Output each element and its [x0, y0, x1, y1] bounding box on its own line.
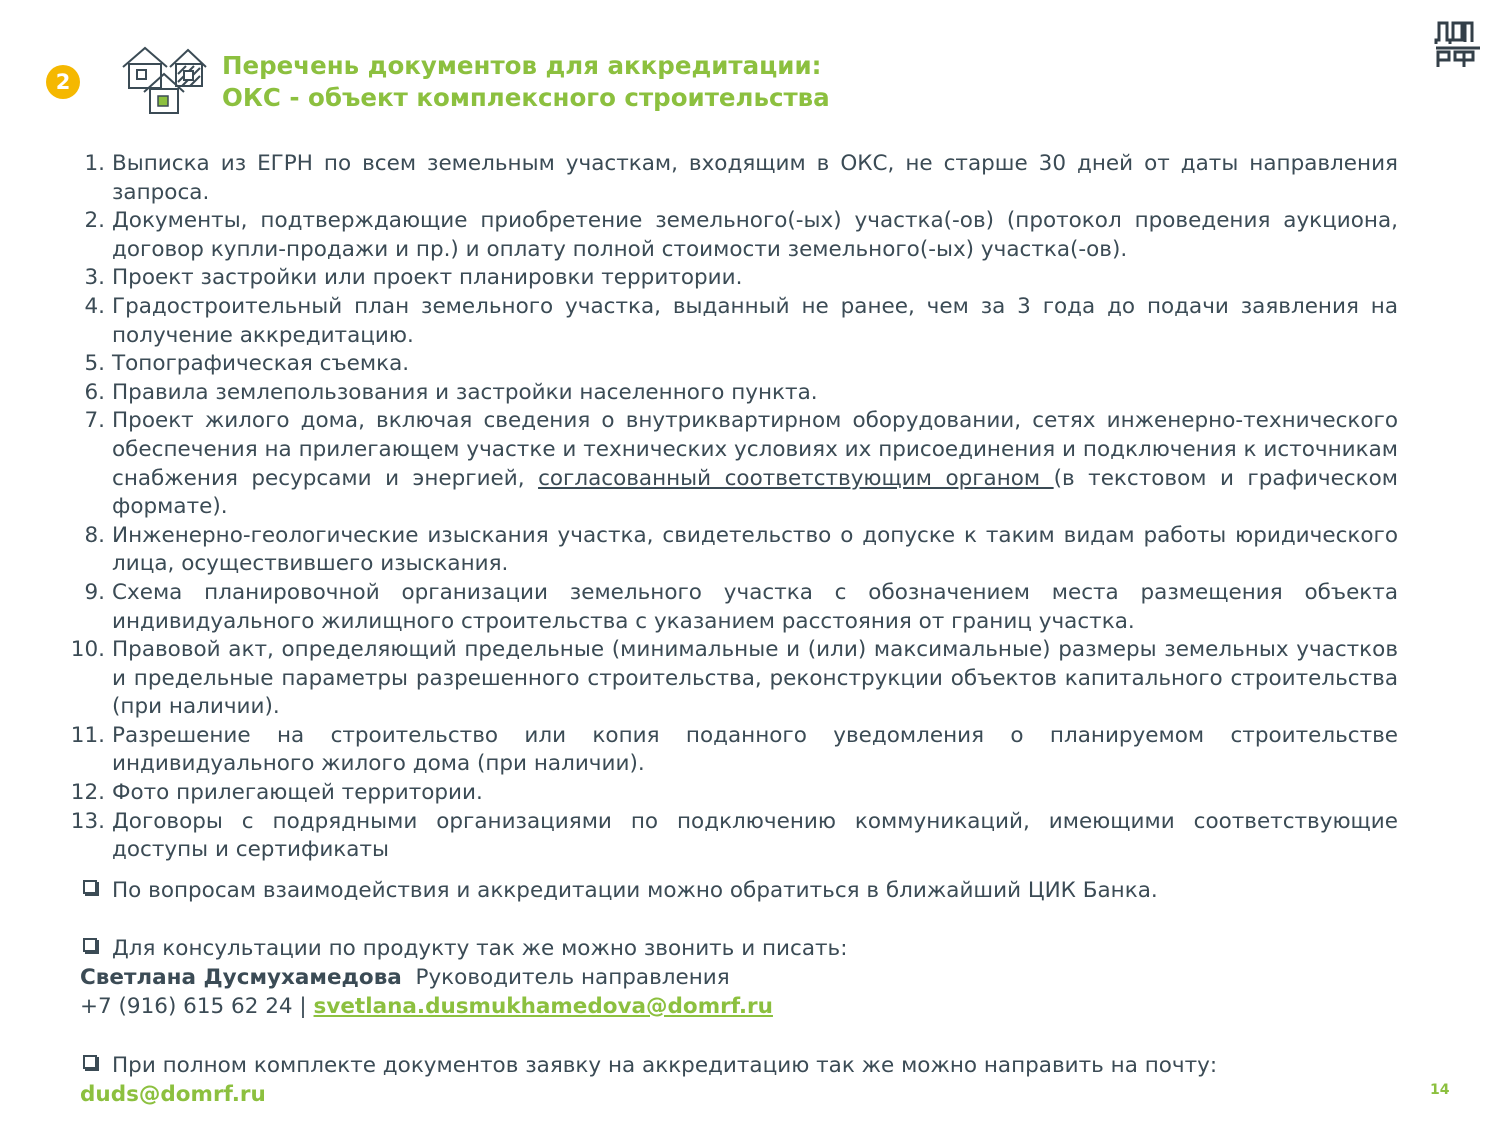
item-number: 5.	[84, 351, 105, 377]
list-item	[70, 722, 1398, 779]
list-item	[84, 522, 1398, 579]
list-item	[70, 636, 1398, 722]
item-text-after: (в текстовом и графическом формате).	[112, 465, 1398, 520]
item-text: Инженерно-геологические изыскания участка, свидетельство о допуске к таким видам работы юридического лица, осуществившего изыскания.	[112, 522, 1398, 577]
item-text: Схема планировочной организации земельного участка с обозначением места размещения объекта индивидуального жилищного строительства с указанием расстояния от границ участка.	[112, 579, 1398, 634]
item-text: Проект застройки или проект планировки территории.	[112, 265, 743, 291]
item-text: Топографическая съемка.	[112, 351, 410, 377]
contact-line	[80, 964, 730, 993]
item-number: 3.	[84, 265, 105, 291]
item-text: Выписка из ЕГРН по всем земельным участкам, входящим в ОКС, не старше 30 дней от даты направления запроса.	[112, 151, 1398, 205]
item-number: 6.	[84, 379, 105, 405]
contact-name: Светлана Дусмухамедова	[80, 965, 402, 990]
page-title	[222, 50, 830, 114]
item-text: Фото прилегающей территории.	[112, 780, 483, 806]
item-number: 1.	[84, 151, 105, 176]
item-number: 10.	[70, 637, 105, 663]
page-number: 14	[1430, 1082, 1450, 1098]
title-line-1: Перечень документов для аккредитации:	[222, 51, 822, 80]
domrf-logo-icon	[1434, 20, 1482, 70]
documents-list	[70, 150, 1398, 865]
list-item	[70, 808, 1398, 865]
full-set-email-line	[80, 1081, 266, 1110]
item-text: Правила землепользования и застройки населенного пункта.	[112, 379, 818, 405]
note-text: При полном комплекте документов заявку на аккредитацию так же можно направить на почту:	[112, 1053, 1218, 1078]
list-item	[84, 379, 1398, 408]
item-text-before: Проект жилого дома, включая сведения о внутриквартирном оборудовании, сетях инженерно-технического обеспечения на прилегающем участке и технических условиях их присоединения и подключения к источникам снабжения ресурсами и энергией,	[112, 408, 1398, 491]
item-number: 4.	[84, 293, 105, 319]
list-item	[84, 264, 1398, 293]
item-number: 9.	[84, 579, 105, 605]
item-number: 11.	[70, 722, 105, 748]
item-number: 7.	[84, 408, 105, 434]
full-set-email[interactable]: duds@domrf.ru	[80, 1082, 266, 1107]
contact-email-link[interactable]: svetlana.dusmukhamedova@domrf.ru	[313, 994, 773, 1019]
list-item	[84, 407, 1398, 521]
item-text: Правовой акт, определяющий предельные (минимальные и (или) максимальные) размеры земельных участков и предельные параметры разрешенного строительства, реконструкции объектов капитального строительства (при наличии).	[112, 637, 1398, 720]
note-full-set	[80, 1052, 1217, 1081]
contact-details	[80, 993, 773, 1022]
item-number: 2.	[84, 208, 105, 234]
note-text: По вопросам взаимодействия и аккредитации можно обратиться в ближайший ЦИК Банка.	[112, 878, 1158, 903]
item-text: Договоры с подрядными организациями по подключению коммуникаций, имеющими соответствующие доступы и сертификаты	[112, 808, 1398, 863]
checkbox-bullet-icon	[83, 1055, 97, 1069]
note-bank-office	[80, 877, 1158, 906]
houses-icon	[120, 44, 212, 116]
note-consult	[80, 935, 847, 964]
contact-phone: +7 (916) 615 62 24 |	[80, 994, 307, 1019]
list-item	[84, 350, 1398, 379]
checkbox-bullet-icon	[83, 938, 97, 952]
item-text: Разрешение на строительство или копия поданного уведомления о планируемом строительстве индивидуального жилого дома (при наличии).	[112, 722, 1398, 777]
list-item	[70, 779, 1398, 808]
title-line-2: ОКС - объект комплексного строительства	[222, 83, 830, 112]
list-item	[84, 150, 1398, 207]
checkbox-bullet-icon	[83, 880, 97, 894]
list-item	[84, 207, 1398, 264]
contact-role: Руководитель направления	[415, 965, 730, 990]
item-number: 12.	[70, 780, 105, 806]
item-text: Документы, подтверждающие приобретение земельного(-ых) участка(-ов) (протокол проведения аукциона, договор купли-продажи и пр.) и оплату полной стоимости земельного(-ых) участка(-ов).	[112, 208, 1398, 262]
item-text: Градостроительный план земельного участка, выданный не ранее, чем за 3 года до подачи заявления на получение аккредитацию.	[112, 293, 1398, 348]
list-item	[84, 579, 1398, 636]
item-number: 8.	[84, 522, 105, 548]
item-number: 13.	[70, 808, 105, 834]
list-item	[84, 293, 1398, 350]
item-text-underlined: согласованный соответствующим органом	[538, 465, 1054, 491]
note-text: Для консультации по продукту так же можно звонить и писать:	[112, 936, 848, 961]
step-badge: 2	[46, 65, 80, 99]
